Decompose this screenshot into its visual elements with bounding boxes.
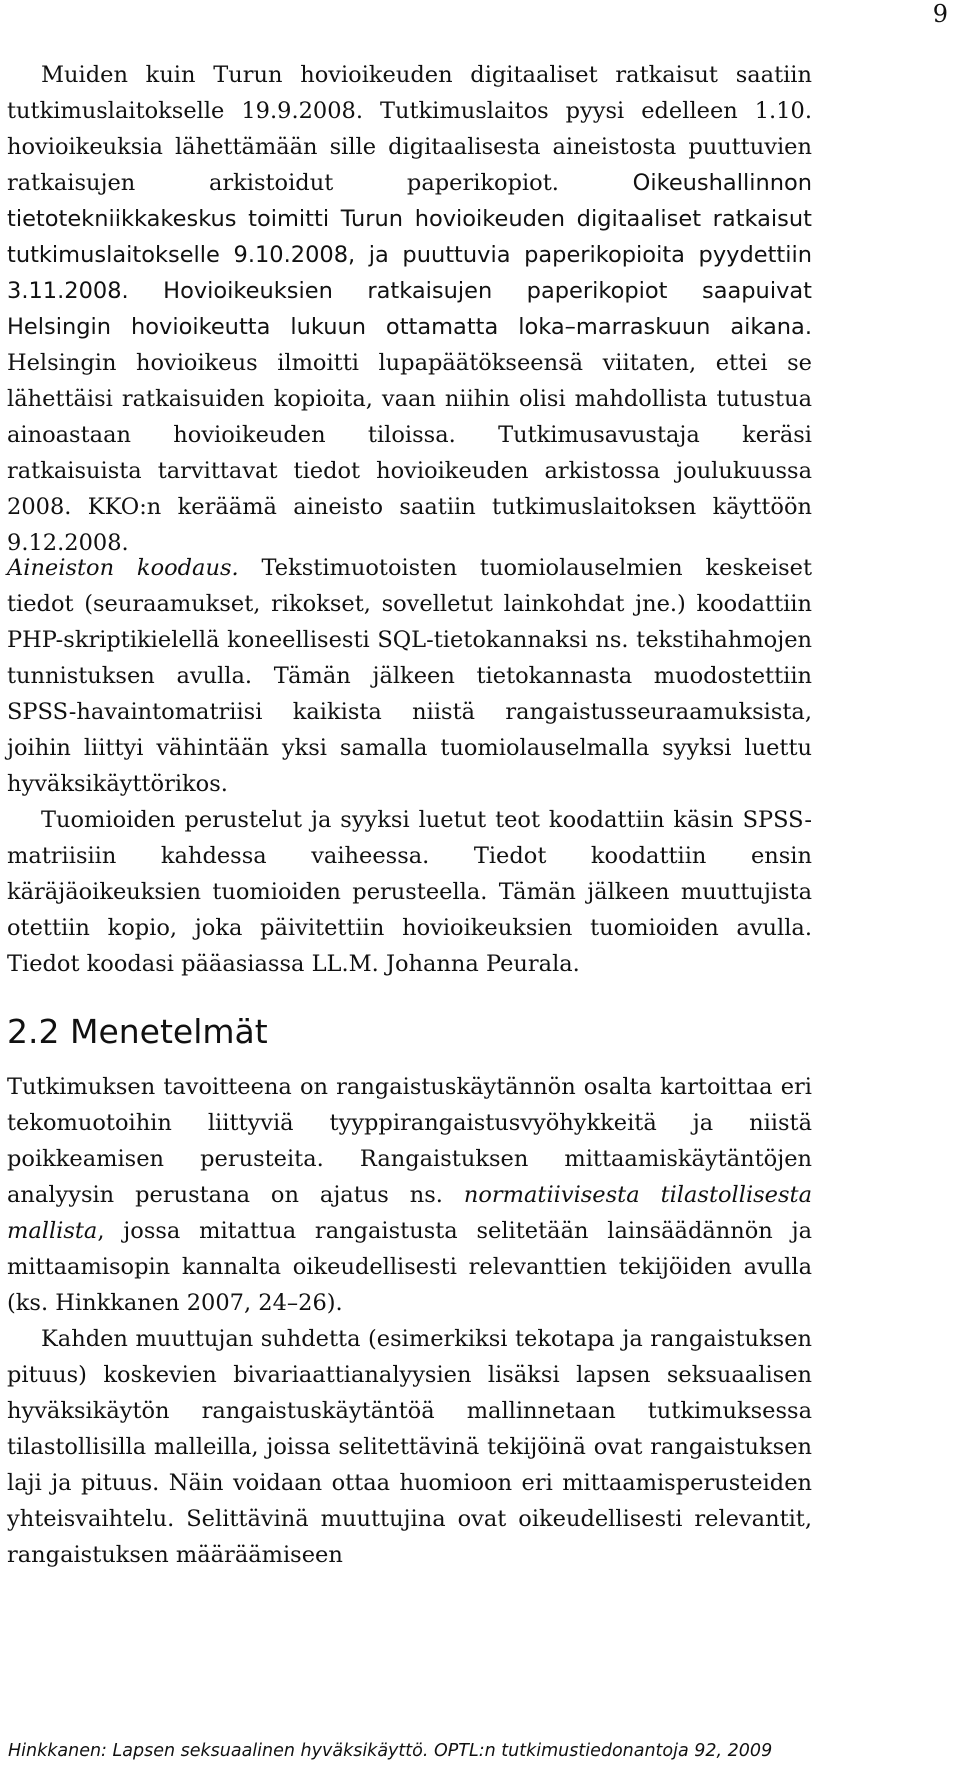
section-heading: 2.2 Menetelmät [7,1012,268,1051]
coding-lead: Aineiston koodaus. [7,555,239,581]
manual-coding-text: Tuomioiden perustelut ja syyksi luetut teot koodattiin käsin SPSS-matriisiin kahdessa vaiheessa. Tiedot koodattiin ensin käräjäoikeuksien tuomioiden perusteella. Tämän jälkeen muuttujista otettiin kopio, joka päivitettiin hovioikeuksien tuomioiden avulla. Tiedot koodasi pääasiassa LL.M. Johanna Peurala. [7,807,812,977]
text-serif-b: Helsingin hovioikeus ilmoitti lupapäätökseensä viitaten, ettei se lähettäisi ratkaisuiden kopioita, vaan niihin olisi mahdollista tutustua ainoastaan hovioikeuden tiloissa. Tutkimusavustaja keräsi ratkaisuista tarvittavat tiedot hovioikeuden arkistossa joulukuussa 2008. KKO:n keräämä aineisto saatiin tutkimuslaitoksen käyttöön 9.12.2008. [7,350,812,556]
paragraph-data-arrival [7,57,812,561]
section-data-collection [7,57,812,561]
text-sans-b: Hovioikeuksien ratkaisujen paperikopiot saapuivat Helsingin hovioikeutta lukuun ottamatta loka–marraskuun aikana. [7,278,812,340]
paragraph-methods-models [7,1321,812,1573]
models-text: Kahden muuttujan suhdetta (esimerkiksi tekotapa ja rangaistuksen pituus) koskevien bivariaattianalyysien lisäksi lapsen seksuaalisen hyväksikäytön rangaistuskäytäntöä mallinnetaan tutkimuksessa tilastollisilla malleilla, joissa selitettävinä tekijöinä ovat rangaistuksen laji ja pituus. Näin voidaan ottaa huomioon eri mittaamisperusteiden yhteisvaihtelu. Selittävinä muuttujina ovat oikeudellisesti relevantit, rangaistuksen määräämiseen [7,1326,812,1568]
section-coding [7,550,812,982]
coding-text: Tekstimuotoisten tuomiolauselmien keskeiset tiedot (seuraamukset, rikokset, sovelletut lainkohdat jne.) koodattiin PHP-skriptikielellä koneellisesti SQL-tietokannaksi ns. tekstihahmojen tunnistuksen avulla. Tämän jälkeen tietokannasta muodostettiin SPSS-havaintomatriisi kaikista niistä rangaistusseuraamuksista, joihin liittyi vähintään yksi samalla tuomiolauselmalla syyksi luettu hyväksikäyttörikos. [7,555,812,797]
methods-italic-term: normatiivisesta tilastollisesta mallista [7,1182,812,1244]
text-sans-a: Oikeushallinnon tietotekniikkakeskus toimitti Turun hovioikeuden digitaaliset ratkaisut tutkimuslaitokselle 9.10.2008, ja puuttuvia paperikopioita pyydettiin 3.11.2008. [7,170,813,304]
paragraph-methods-goal [7,1069,812,1321]
paragraph-manual-coding [7,802,812,982]
section-methods [7,1069,812,1573]
text-serif-a: Muiden kuin Turun hovioikeuden digitaaliset ratkaisut saatiin tutkimuslaitokselle 19.9.2008. Tutkimuslaitos pyysi edelleen 1.10. hovioikeuksia lähettämään sille digitaalisesta aineistosta puuttuvien ratkaisujen arkistoidut paperikopiot. [7,62,812,196]
page-number: 9 [932,0,948,28]
methods-text-a: Tutkimuksen tavoitteena on rangaistuskäytännön osalta kartoittaa eri tekomuotoihin liittyviä tyyppirangaistusvyöhykkeitä ja niistä poikkeamisen perusteita. Rangaistuksen mittaamiskäytäntöjen analyysin perustana on ajatus ns. [7,1074,812,1208]
page-footer: Hinkkanen: Lapsen seksuaalinen hyväksikäyttö. OPTL:n tutkimustiedonantoja 92, 2009 [8,1741,773,1761]
methods-text-b: , jossa mitattua rangaistusta selitetään lainsäädännön ja mittaamisopin kannalta oikeudellisesti relevanttien tekijöiden avulla (ks. Hinkkanen 2007, 24–26). [7,1218,812,1316]
paragraph-coding [7,550,812,802]
